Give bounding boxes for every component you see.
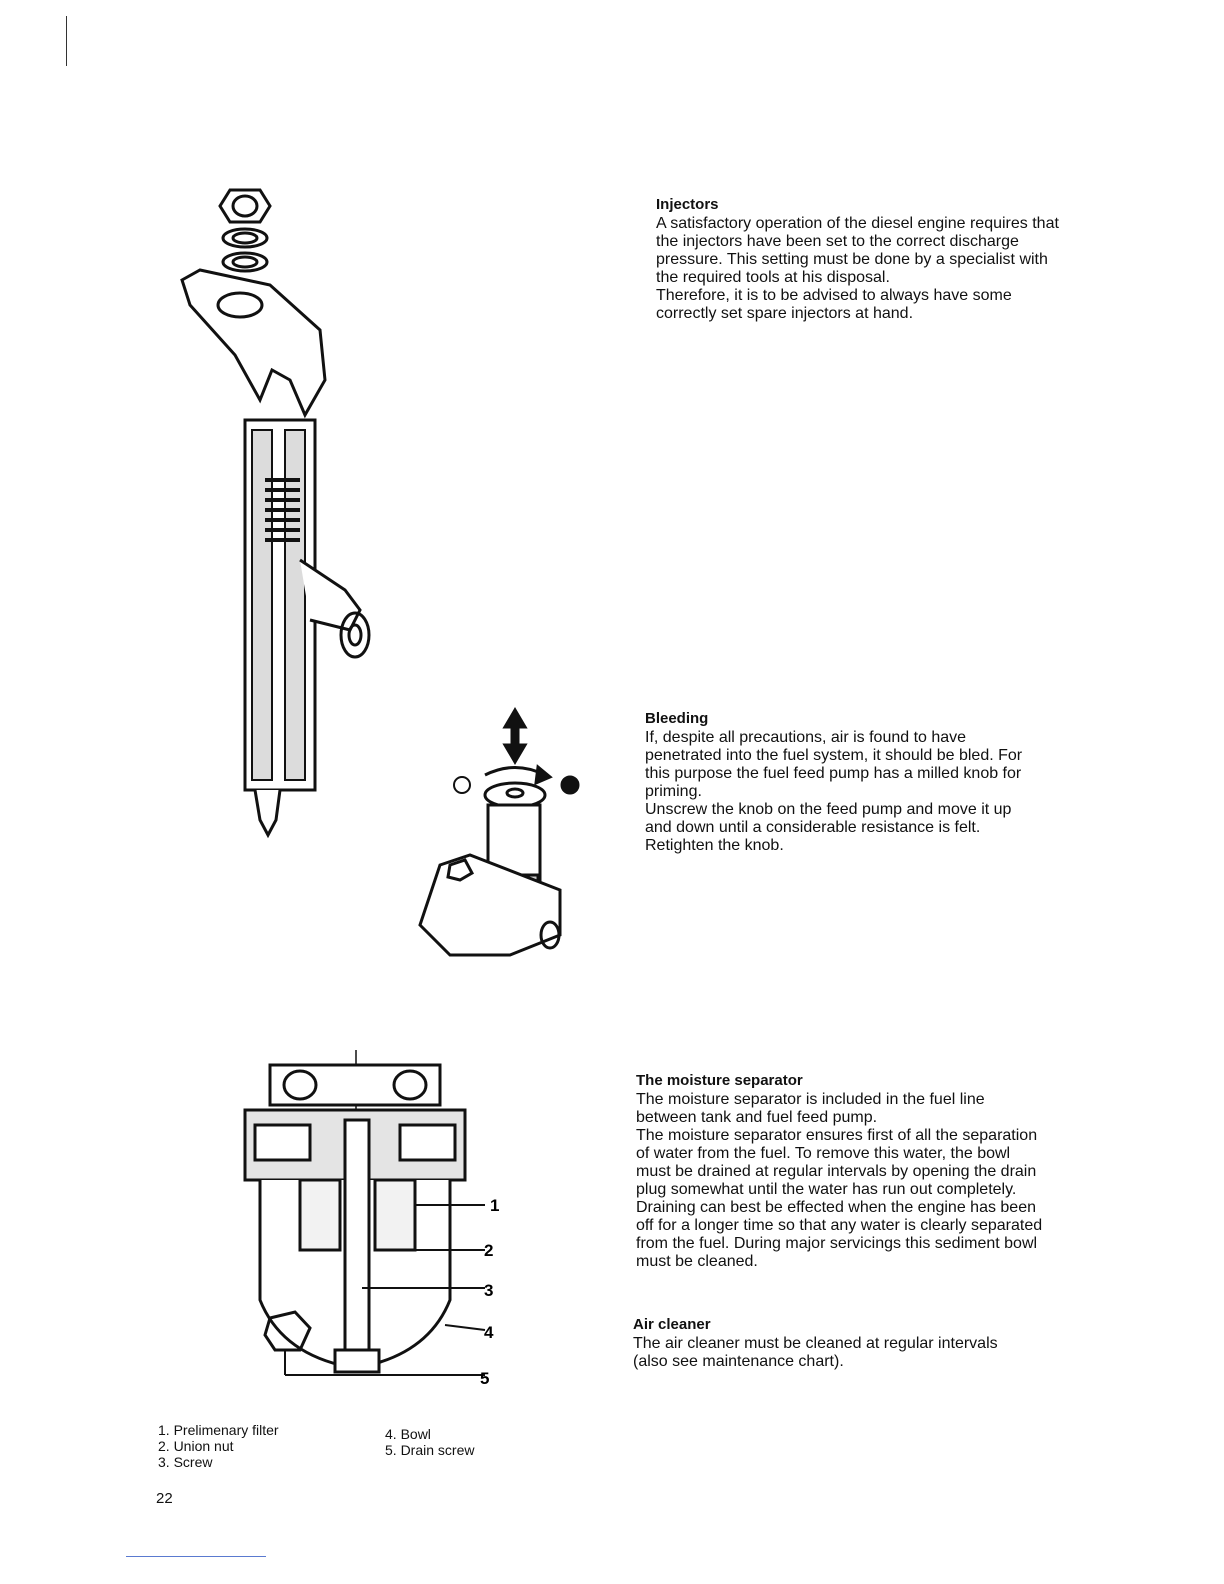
bleeding-heading: Bleeding xyxy=(645,710,709,727)
bleeding-section xyxy=(645,710,1030,855)
air-cleaner-heading: Air cleaner xyxy=(633,1316,711,1333)
legend-item: 3. Screw xyxy=(158,1454,213,1470)
callout-4: 4 xyxy=(484,1323,494,1342)
legend-right xyxy=(385,1426,474,1458)
moisture-separator-section xyxy=(636,1072,1046,1271)
moisture-separator-paragraph-1: The moisture separator is included in the fuel line between tank and fuel feed pump. xyxy=(636,1091,985,1126)
injectors-section xyxy=(656,196,1066,323)
bleeding-paragraph-2: Unscrew the knob on the feed pump and move it up and down until a considerable resistance is felt. xyxy=(645,801,1012,836)
moisture-separator-paragraph-2: The moisture separator ensures first of all the separation of water from the fuel. To remove this water, the bowl must be drained at regular intervals by opening the drain plug somewhat until the water has run out completely. Draining can best be effected when the engine has been off for a longer time so that any water is clearly separated from the fuel. During major servicings this sediment bowl must be cleaned. xyxy=(636,1127,1043,1270)
bleeding-paragraph-1: If, despite all precautions, air is found to have penetrated into the fuel system, it should be bled. For this purpose the fuel feed pump has a milled knob for priming. xyxy=(645,729,1023,800)
legend-item: 1. Prelimenary filter xyxy=(158,1422,279,1438)
injectors-paragraph-2: Therefore, it is to be advised to always have some correctly set spare injectors at hand. xyxy=(656,287,1012,322)
legend-item: 5. Drain screw xyxy=(385,1442,475,1458)
callout-1: 1 xyxy=(490,1196,500,1215)
legend-left xyxy=(158,1422,279,1470)
bleeding-paragraph-3: Retighten the knob. xyxy=(645,837,784,854)
injectors-heading: Injectors xyxy=(656,196,719,213)
air-cleaner-paragraph-1: The air cleaner must be cleaned at regular intervals (also see maintenance chart). xyxy=(633,1335,998,1370)
callout-5: 5 xyxy=(480,1369,490,1388)
page-number: 22 xyxy=(156,1490,173,1507)
injectors-paragraph-1: A satisfactory operation of the diesel engine requires that the injectors have been set to the correct discharge pressure. This setting must be done by a specialist with the required tools at his disposal. xyxy=(656,215,1059,286)
feed-pump-illustration xyxy=(410,705,580,970)
margin-mark xyxy=(66,16,67,66)
moisture-separator-heading: The moisture separator xyxy=(636,1072,803,1089)
callout-2: 2 xyxy=(484,1241,494,1260)
air-cleaner-section xyxy=(633,1316,1003,1371)
footer-rule xyxy=(126,1556,266,1557)
injector-illustration xyxy=(160,180,380,840)
legend-item: 4. Bowl xyxy=(385,1426,431,1442)
callout-3: 3 xyxy=(484,1281,494,1300)
moisture-separator-illustration xyxy=(240,1050,510,1388)
legend-item: 2. Union nut xyxy=(158,1438,234,1454)
